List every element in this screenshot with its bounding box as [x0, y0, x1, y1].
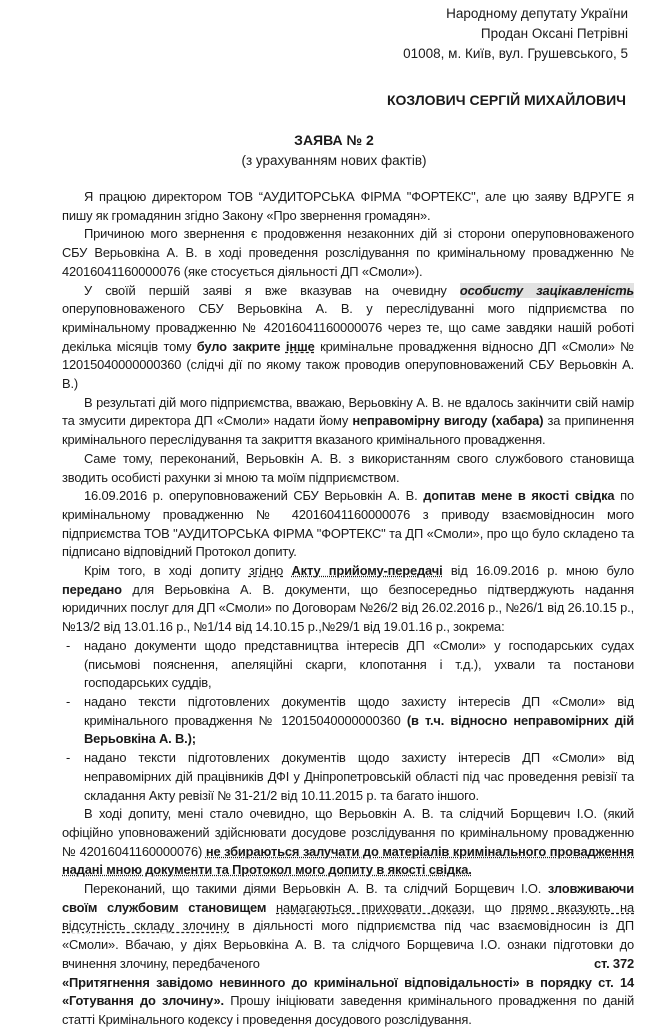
text: надано тексти підготовлених документів щодо захисту інтересів ДП «Смоли» від неправомірних дій працівників ДФІ у Дніпропетровській області під час проведення ревізії та складання Акту ревізії № 31-21/2 від 10.11.2015 р. та багато іншого. [84, 750, 634, 803]
addressee-block [403, 4, 628, 64]
list-item [62, 693, 634, 749]
text: оперуповноваженого СБУ Верьовкіна А. В. у переслідуванні мого підприємства по кримінальному провадженню № 42016041160000076 через те, що саме завдяки нашій роботі декілька місяців тому [62, 301, 634, 354]
text: 16.09.2016 р. оперуповноважений СБУ Верьовкін А. В. [84, 488, 424, 504]
addressee-line: Продан Оксані Петрівні [480, 26, 628, 41]
text: У своїй першій заяві я вже вказував на очевидну [84, 282, 460, 298]
bold-text: «Притягнення завідомо невинного до кримінальної відповідальності» в порядку ст. 14 «Готування до злочину». [62, 974, 634, 1009]
highlighted-text: особисту зацікавленість [459, 282, 635, 298]
bold-text: (в т.ч. відносно неправомірних дій Верьовкіна А. В.); [84, 712, 634, 747]
underlined-text: намагаються приховати докази [276, 899, 472, 915]
text: по кримінальному провадженню № 42016041160000076 з приводу взаємовідносин мого підприємства ТОВ "АУДИТОРСЬКА ФІРМА "ФОРТЕКС" та ДП «Смоли», про що було складено та підписано відповідний Протокол допиту. [62, 488, 635, 560]
text [266, 900, 276, 915]
document-subtitle: (з урахуванням нових фактів) [241, 153, 427, 168]
bold-text: допитав мене в якості свідка [423, 488, 615, 504]
text: , що [471, 899, 512, 915]
addressee-line: Народному депутату України [446, 6, 628, 21]
text [283, 563, 291, 578]
document-list [62, 637, 634, 805]
text: кримінальне провадження відносно ДП «Смоли» № 12015040000000360 (слідчі дії по якому також проводив оперуповноважений СБУ Верьовкін А. В.) [62, 338, 634, 392]
list-item [62, 637, 634, 693]
bold-text: неправомірну вигоду (хабара) [352, 413, 544, 429]
paragraph [62, 562, 634, 637]
list-item [62, 749, 634, 805]
paragraph [62, 487, 634, 562]
paragraph [62, 805, 634, 880]
text: В ході допиту, мені стало очевидно, що Верьовкін А. В. та слідчий Борщевич І.О. (який офіційно уповноважений здійснювати досудове розслідування по кримінальному провадженню № 42016041160000076) [62, 806, 634, 859]
document-body [62, 188, 634, 1030]
bold-text: було закрите [196, 338, 286, 354]
text: В результаті дій мого підприємства, вважаю, Верьовкіну А. В. не вдалось закінчити свій намір та змусити директора ДП «Смоли» надати йому [62, 394, 634, 429]
underlined-text: прямо вказують на відсутність складу злочину [62, 899, 635, 934]
bold-text: передано [62, 581, 122, 597]
addressee-address: 01008, м. Київ, вул. Грушевського, 5 [403, 46, 628, 61]
underlined-text: не збираються залучати до матеріалів кримінального провадження надані мною документи та Протокол мого допиту в якості свідка. [62, 843, 634, 878]
paragraph [62, 225, 634, 281]
document-title: ЗАЯВА № 2 [294, 132, 374, 148]
paragraph [62, 188, 634, 225]
text: Саме тому, переконаний, Верьовкін А. В. з використанням свого службового становища зводить особисті рахунки зі мною та моїм підприємством. [62, 450, 634, 485]
paragraph [62, 282, 634, 394]
text: надано тексти підготовлених документів щодо захисту інтересів ДП «Смоли» від кримінального провадження № 12015040000000360 [84, 693, 634, 728]
text: в діяльності мого підприємства під час взаємовідносин із ДП «Смоли». Вбачаю, у діях Верьовкіна А. В. та слідчого Борщевича І.О. ознаки підготовки до вчинення злочину, передбаченого [62, 918, 634, 971]
bold-text: зловживаючи своїм службовим становищем [62, 881, 634, 915]
text: Я працюю директором ТОВ “АУДИТОРСЬКА ФІРМА "ФОРТЕКС", але цю заяву ВДРУГЕ я пишу як громадянин згідно Закону «Про звернення громадян». [62, 189, 634, 223]
paragraph [62, 880, 634, 1030]
underlined-text: згідно [248, 563, 284, 579]
text: Переконаний, що такими діями Верьовкін А. В. та слідчий Борщевич І.О. [84, 881, 548, 897]
paragraph [62, 394, 634, 450]
text: надано документи щодо представництва інтересів ДП «Смоли» у господарських судах (письмові пояснення, апеляційні скарги, клопотання і т.д.), ухвали та постанови господарських суддів, [84, 637, 634, 691]
text: Крім того, в ході допиту [84, 563, 249, 579]
underlined-text: Акту прийому-передачі [291, 563, 443, 579]
text: Причиною мого звернення є продовження незаконних дій зі сторони оперуповноваженого СБУ Верьовкіна А. В. в ході проведення розслідування по кримінальному провадженню № 42016041160000076 (яке стосується діяльності ДП «Смоли»). [62, 226, 634, 279]
article-reference: ст. 372 [594, 955, 634, 971]
paragraph [62, 450, 634, 487]
text: для Верьовкіна А. В. документи, що безпосередньо підтверджують надання юридичних послуг для ДП «Смоли» по Договорам №26/2 від 26.02.2016 р., №26/1 від 26.10.15 р., №13/2 від 13.01.16 р., №1/14 від 14.10.15 р.,№29/1 від 19.01.16 р., зокрема: [62, 581, 634, 635]
text: Прошу ініціювати заведення кримінального провадження по даній статті Кримінального кодексу і проведення досудового розслідування. [62, 993, 634, 1027]
underlined-text: інше [285, 338, 315, 354]
sender-name: КОЗЛОВИЧ СЕРГІЙ МИХАЙЛОВИЧ [387, 92, 626, 108]
text: від 16.09.2016 р. мною було [442, 563, 635, 579]
text: за припинення кримінального переслідування та закриття вказаного кримінального провадження. [62, 413, 634, 448]
